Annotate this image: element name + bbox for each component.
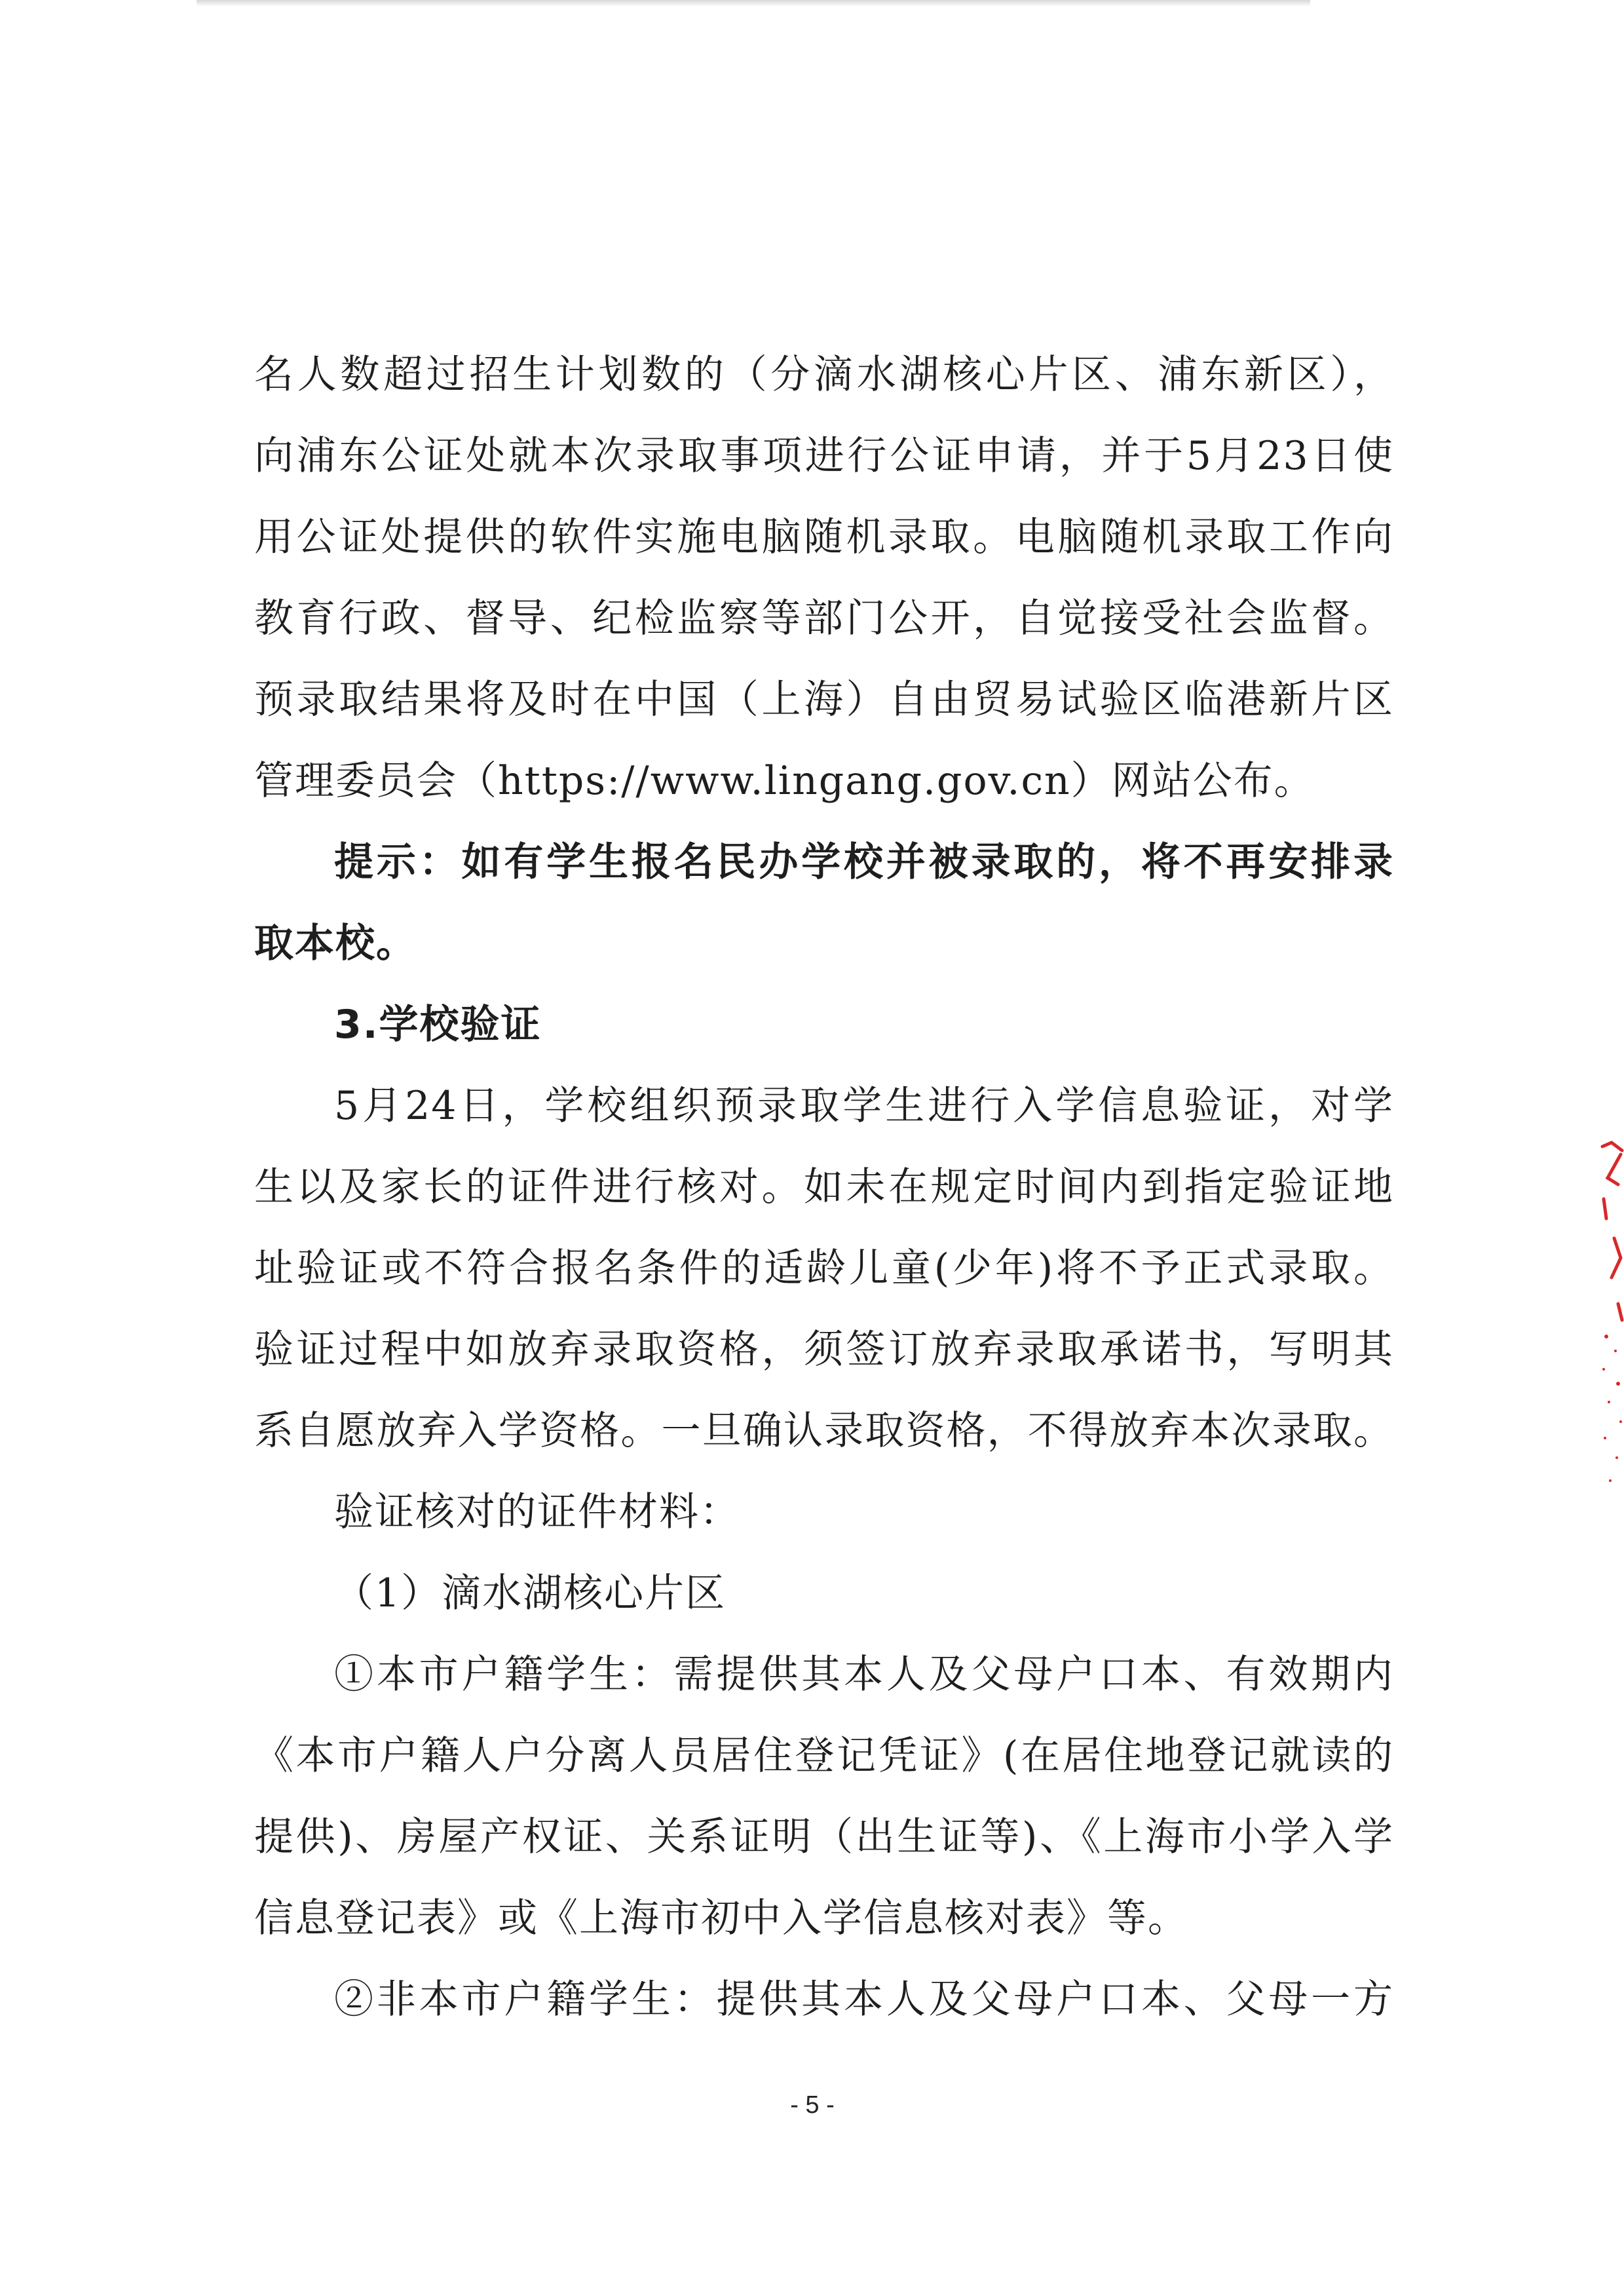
body-text [254, 334, 1394, 2040]
paragraph-line: 验证核对的证件材料： [334, 1489, 740, 1535]
notice-line: 取本校。 [254, 920, 417, 966]
notice-line: 提示：如有学生报名民办学校并被录取的，将不再安排录 [334, 839, 1394, 885]
paragraph-line: 名人数超过招生计划数的（分滴水湖核心片区、浦东新区）， [254, 352, 1394, 398]
section-heading: 3.学校验证 [334, 1002, 542, 1048]
paragraph-line: ②非本市户籍学生：提供其本人及父母户口本、父母一方 [334, 1977, 1394, 2022]
page-number: - 5 - [790, 2091, 835, 2119]
paragraph-line: 系自愿放弃入学资格。一旦确认录取资格，不得放弃本次录取。 [254, 1408, 1394, 1454]
paragraph-line: 向浦东公证处就本次录取事项进行公证申请，并于5月23日使 [254, 433, 1394, 479]
paragraph-line: 管理委员会（https://www.lingang.gov.cn）网站公布。 [254, 758, 1315, 804]
paragraph-line: 教育行政、督导、纪检监察等部门公开，自觉接受社会监督。 [254, 596, 1394, 641]
paragraph-line: 验证过程中如放弃录取资格，须签订放弃录取承诺书，写明其 [254, 1327, 1394, 1373]
subsection-heading: （1）滴水湖核心片区 [334, 1570, 727, 1616]
paragraph-line: 用公证处提供的软件实施电脑随机录取。电脑随机录取工作向 [254, 514, 1394, 560]
paragraph-line: ①本市户籍学生：需提供其本人及父母户口本、有效期内 [334, 1652, 1394, 1698]
paragraph-line: 《本市户籍人户分离人员居住登记凭证》(在居住地登记就读的 [254, 1733, 1394, 1779]
paragraph-line: 生以及家长的证件进行核对。如未在规定时间内到指定验证地 [254, 1164, 1394, 1210]
paragraph-line: 5月24日，学校组织预录取学生进行入学信息验证，对学 [334, 1083, 1394, 1129]
scan-edge-shadow [197, 0, 1310, 7]
paragraph-line: 址验证或不符合报名条件的适龄儿童(少年)将不予正式录取。 [254, 1245, 1394, 1291]
paragraph-line: 提供)、房屋产权证、关系证明（出生证等)、《上海市小学入学 [254, 1814, 1394, 1860]
paragraph-line: 信息登记表》或《上海市初中入学信息核对表》等。 [254, 1895, 1188, 1941]
red-seal-fragment [1598, 1140, 1624, 1494]
paragraph-line: 预录取结果将及时在中国（上海）自由贸易试验区临港新片区 [254, 677, 1394, 723]
